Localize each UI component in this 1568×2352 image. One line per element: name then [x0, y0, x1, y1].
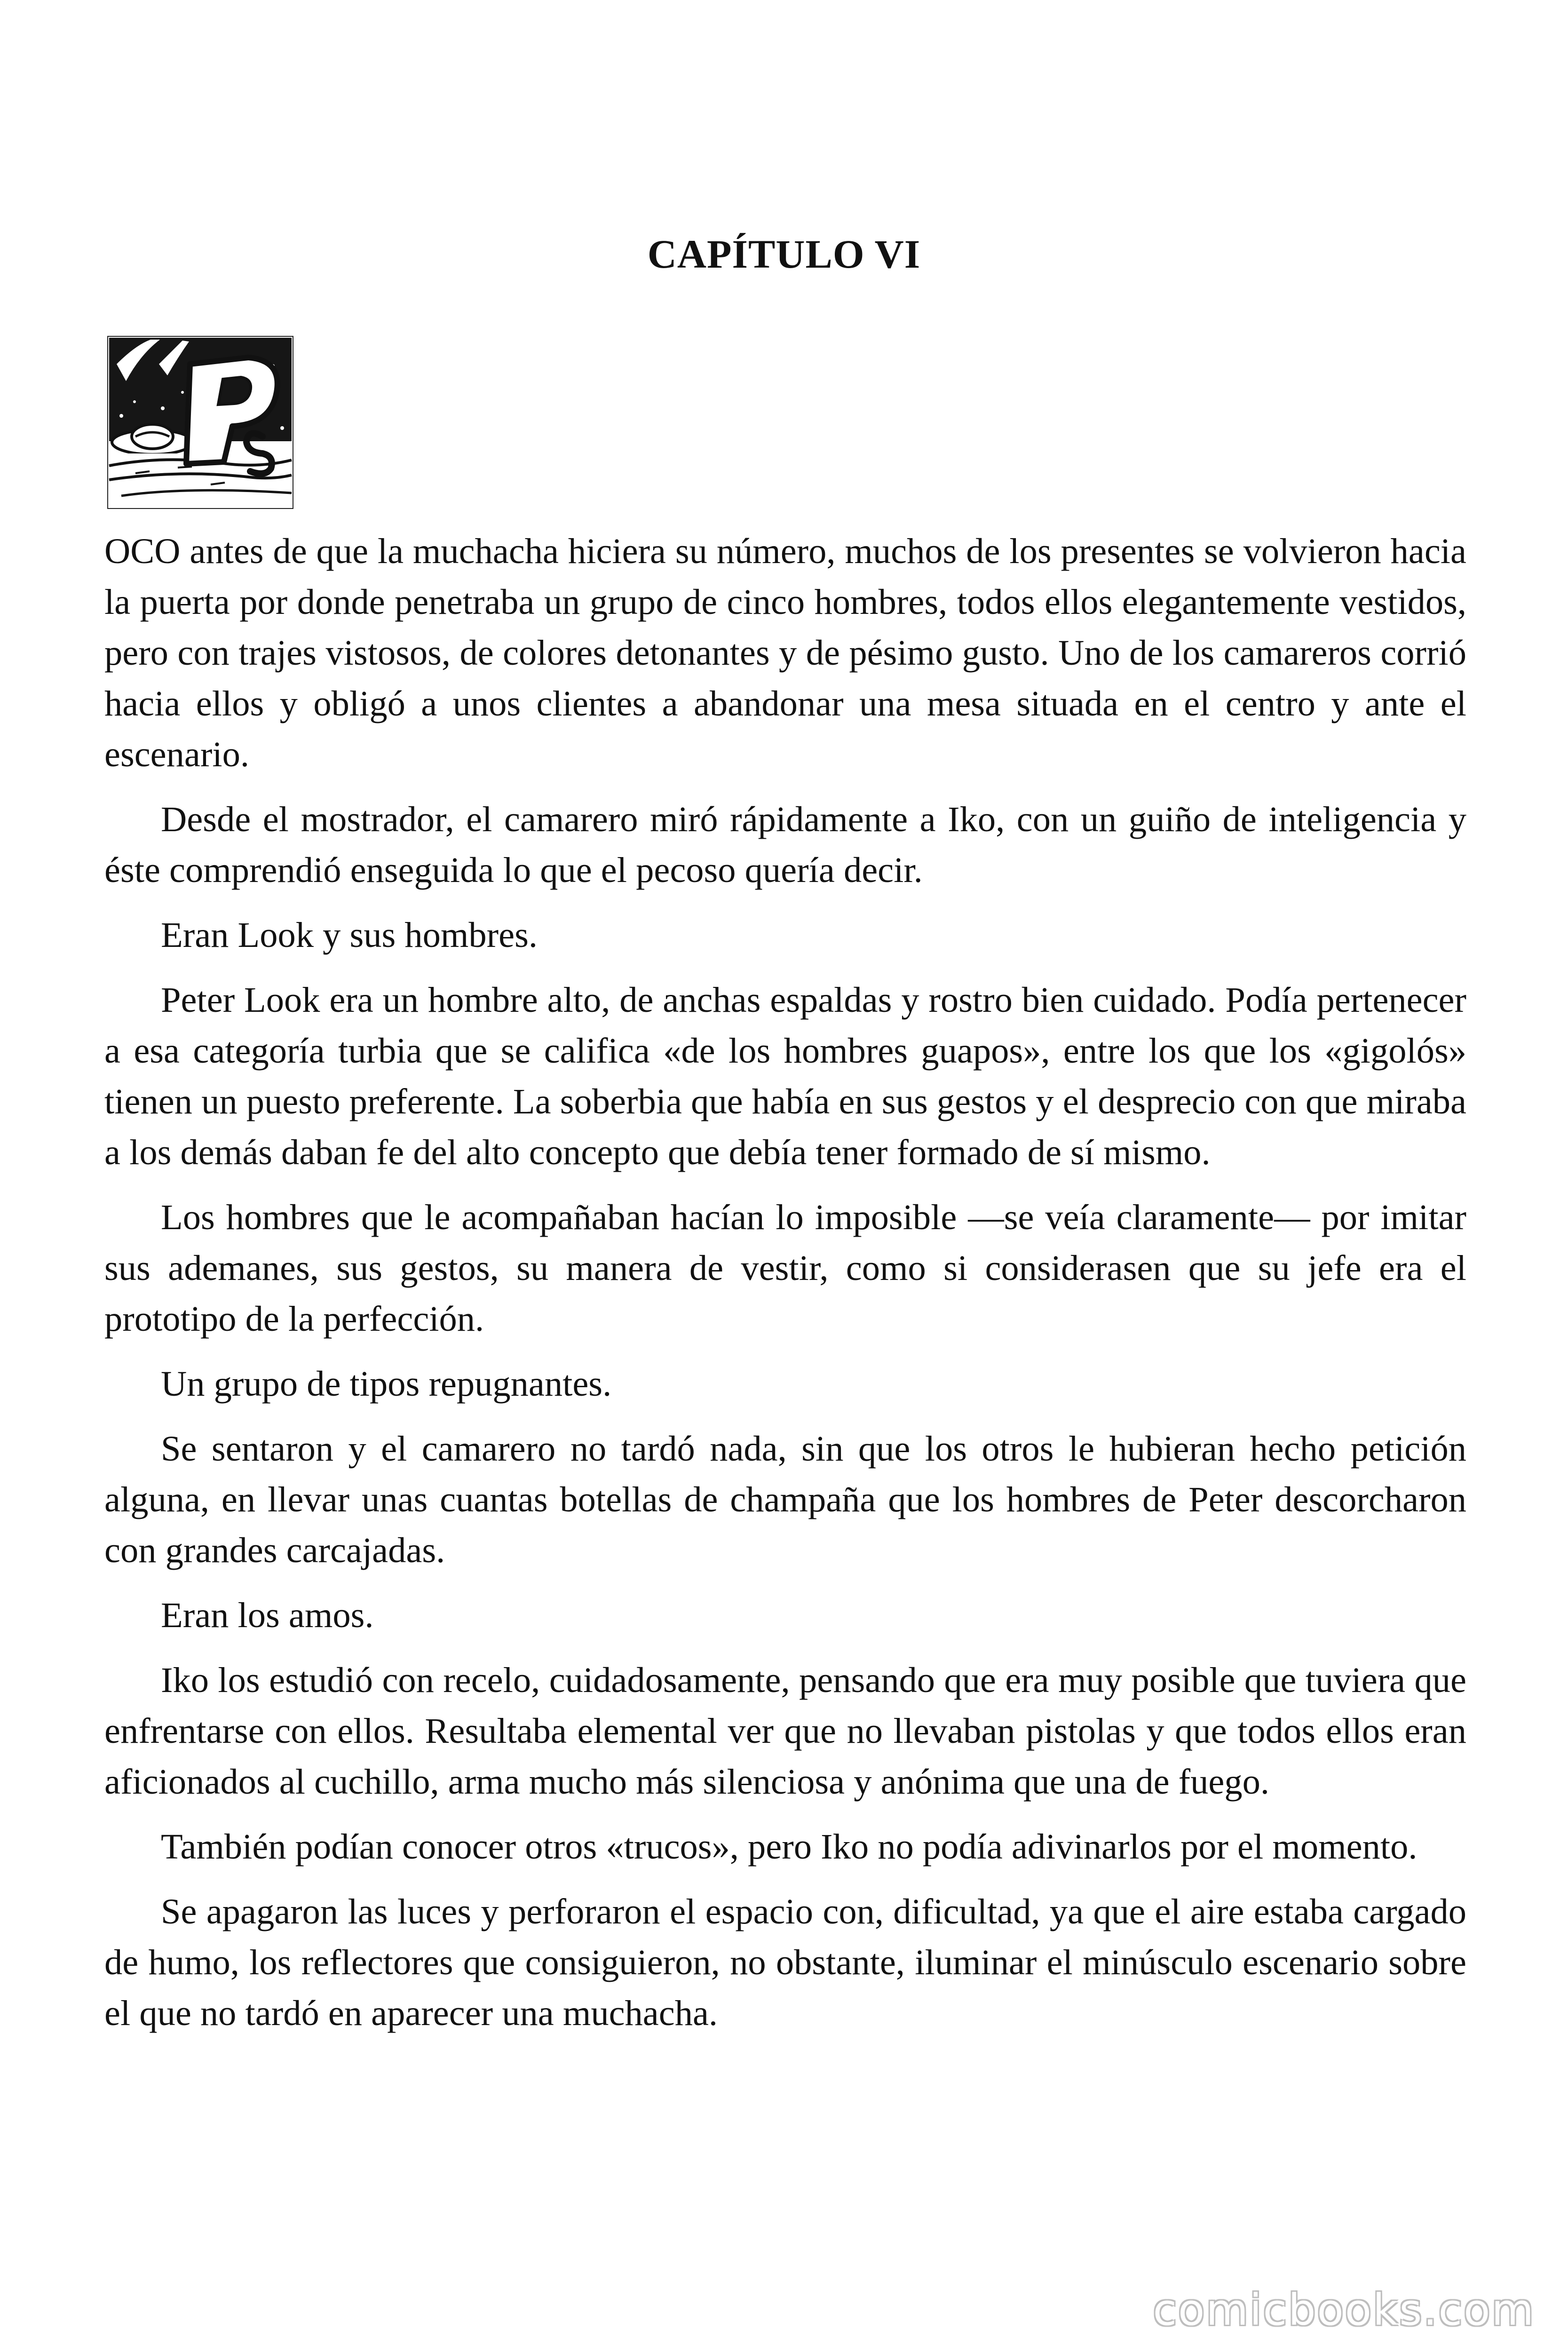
paragraph: Iko los estudió con recelo, cuidadosamente, pensando que era muy posible que tuviera que enfrentarse con ellos. Resultaba elemental ver que no llevaban pistolas y que todos ellos eran aficionados al cuchillo, arma mucho más silenciosa y anónima que una de fuego.: [104, 1660, 1466, 1802]
paragraph: Se sentaron y el camarero no tardó nada, sin que los otros le hubieran hecho petición alguna, en llevar unas cuantas botellas de champaña que los hombres de Peter descorcharon con grandes carcajadas.: [104, 1429, 1466, 1570]
paragraph: Eran los amos.: [161, 1595, 374, 1635]
chapter-body: [104, 526, 1466, 2053]
paragraph: Eran Look y sus hombres.: [161, 915, 538, 955]
paragraph: Peter Look era un hombre alto, de anchas espaldas y rostro bien cuidado. Podía pertenecer a esa categoría turbia que se califica «de los hombres guapos», entre los que los «gigolós» tienen un puesto preferente. La soberbia que había en sus gestos y el desprecio con que miraba a los demás daban fe del alto concepto que debía tener formado de sí mismo.: [104, 980, 1466, 1172]
paragraph: Se apagaron las luces y perforaron el espacio con, dificultad, ya que el aire estaba cargado de humo, los reflectores que consiguieron, no obstante, iluminar el minúsculo escenario sobre el que no tardó en aparecer una muchacha.: [104, 1891, 1466, 2033]
watermark: comicbooks.com: [1153, 2285, 1535, 2335]
chapter-title: CAPÍTULO VI: [647, 231, 921, 277]
paragraph: Desde el mostrador, el camarero miró rápidamente a Iko, con un guiño de inteligencia y éste comprendió enseguida lo que el pecoso quería decir.: [104, 799, 1466, 890]
paragraph: OCO antes de que la muchacha hiciera su número, muchos de los presentes se volvieron hacia la puerta por donde penetraba un grupo de cinco hombres, todos ellos elegantemente vestidos, pero con trajes vistosos, de colores detonantes y de pésimo gusto. Uno de los camareros corrió hacia ellos y obligó a unos clientes a abandonar una mesa situada en el centro y ante el escenario.: [104, 531, 1466, 774]
paragraph: Un grupo de tipos repugnantes.: [161, 1364, 612, 1404]
illustrated-drop-cap-icon: [107, 336, 293, 509]
paragraph: Los hombres que le acompañaban hacían lo imposible —se veía claramente— por imitar sus ademanes, sus gestos, su manera de vestir, como si considerasen que su jefe era el prototipo de la perfección.: [104, 1197, 1466, 1339]
paragraph: También podían conocer otros «trucos», pero Iko no podía adivinarlos por el momento.: [161, 1827, 1418, 1867]
